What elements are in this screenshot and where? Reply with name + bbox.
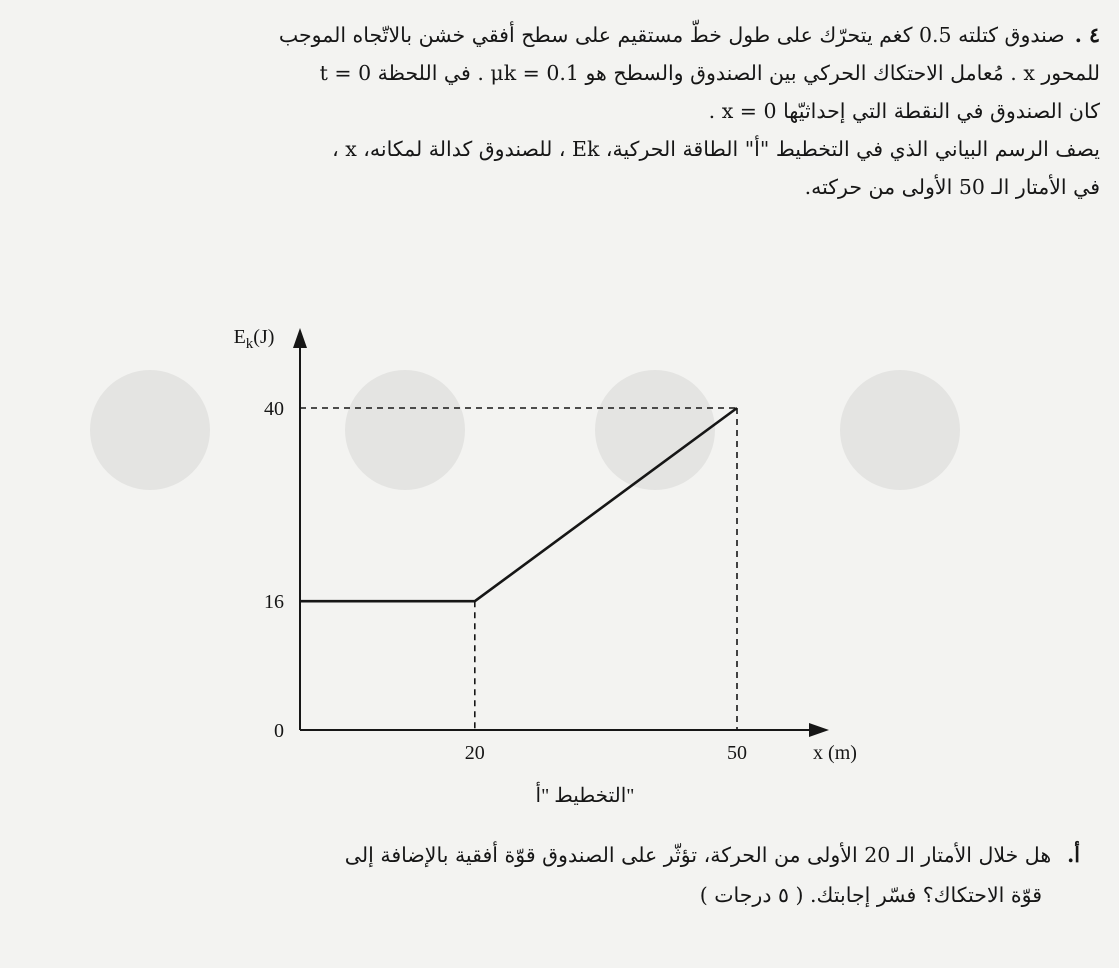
series-line-0 xyxy=(300,408,737,601)
question-number: ٤ . xyxy=(1074,23,1100,47)
problem-line-1 xyxy=(40,16,1100,54)
problem-line-2: للمحور x . مُعامل الاحتكاك الحركي بين الصندوق والسطح هو μk = 0.1 . في اللحظة t = 0 xyxy=(319,61,1100,85)
y-tick-label-0: 0 xyxy=(274,720,284,742)
kinetic-energy-graph xyxy=(0,300,1119,820)
y-tick-label-40: 40 xyxy=(264,398,284,420)
problem-line-1-text: صندوق كتلته 0.5 كغم يتحرّك على طول خطّ مستقيم على سطح أفقي خشن بالاتّجاه الموجب xyxy=(278,23,1065,47)
x-axis-label: x (m) xyxy=(813,742,857,764)
chart-root xyxy=(234,326,857,807)
problem-line-3: كان الصندوق في النقطة التي إحداثيّها x = 0 . xyxy=(708,99,1100,123)
question-a-text-1: هل خلال الأمتار الـ 20 الأولى من الحركة، تؤثّر على الصندوق قوّة أفقية بالإضافة إلى xyxy=(344,843,1052,867)
y-axis-arrow xyxy=(293,328,307,348)
x-axis-arrow xyxy=(809,723,829,737)
chart-caption: التخطيط "أ" xyxy=(535,785,635,807)
problem-statement xyxy=(40,16,1100,206)
problem-line-5: في الأمتار الـ 50 الأولى من حركته. xyxy=(804,175,1100,199)
y-axis-label: $E_k(J)$ xyxy=(233,326,275,352)
x-tick-label-50: 50 xyxy=(727,742,747,764)
question-a-line-1 xyxy=(60,835,1080,875)
question-a-label: أ. xyxy=(1067,843,1080,867)
question-a-line-2: قوّة الاحتكاك؟ فسّر إجابتك. ( ٥ درجات ) xyxy=(699,883,1042,907)
question-a xyxy=(60,835,1080,915)
x-tick-label-20: 20 xyxy=(464,742,485,764)
y-tick-label-16: 16 xyxy=(264,591,284,614)
problem-line-4: يصف الرسم البياني الذي في التخطيط "أ" الطاقة الحركية، Ek ، للصندوق كدالة لمكانه، x ، xyxy=(332,137,1100,161)
